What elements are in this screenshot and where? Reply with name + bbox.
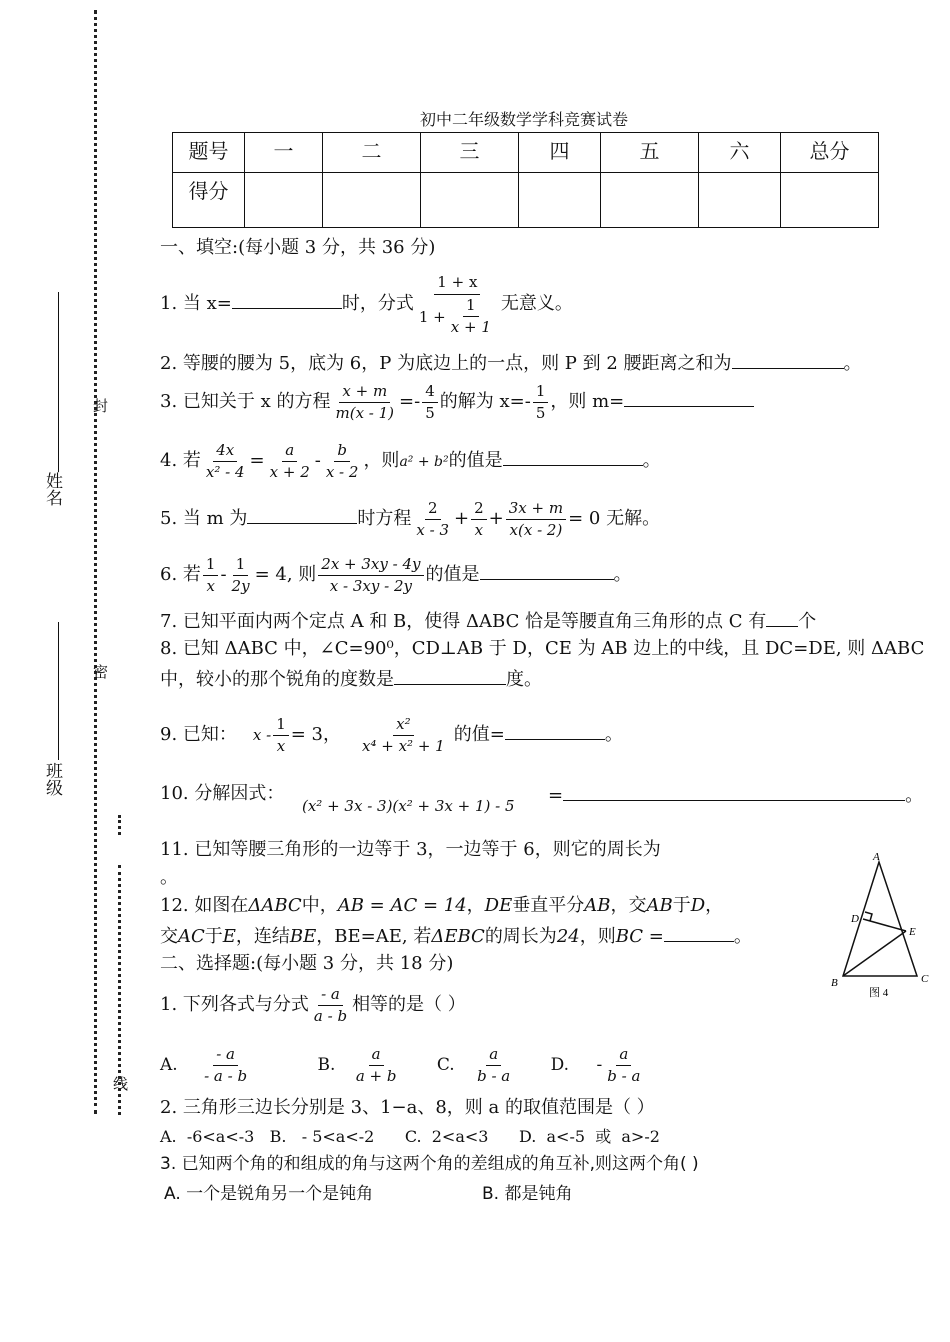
fraction: $\frac{a}{a + b}$ xyxy=(355,1045,397,1085)
fraction-complex: 1 + x 1 + $\frac{1}{x + 1}$ xyxy=(416,271,499,337)
fraction: $\frac{- a}{- a - b}$ xyxy=(204,1045,248,1085)
fraction-inner: $\frac{1}{x + 1}$ xyxy=(450,296,491,336)
option-a[interactable]: A. $\frac{- a}{- a - b}$ xyxy=(160,1055,252,1075)
fraction: $\frac{1}{x}$ xyxy=(273,715,289,756)
question-11-line-2: 。 xyxy=(160,867,178,888)
score-table-header: 四 xyxy=(519,133,601,173)
fraction: $\frac{a}{b - a}$ xyxy=(477,1045,511,1085)
score-table-header: 二 xyxy=(323,133,421,173)
answer-blank[interactable] xyxy=(480,561,614,580)
option-d[interactable]: D. - $\frac{a}{b - a}$ xyxy=(551,1055,646,1075)
binding-dotted-line xyxy=(94,10,97,1114)
name-label: 姓名 xyxy=(42,472,62,506)
fraction: $\frac{1}{2y}$ xyxy=(231,554,250,595)
choice-question-2-options[interactable]: A. -6<a<-3 B. - 5<a<-2 C. 2<a<3 D. a<-5 或 a>-2 xyxy=(160,1127,660,1146)
fraction: $\frac{a}{b - a}$ xyxy=(607,1045,641,1085)
question-11-line-1: 11. 已知等腰三角形的一边等于 3，一边等于 6，则它的周长为 xyxy=(160,839,661,860)
choice-question-1-options xyxy=(160,1040,645,1090)
answer-blank[interactable] xyxy=(563,782,905,801)
fraction: $\frac{2}{x - 3}$ xyxy=(416,498,450,539)
fraction: $\frac{2}{x}$ xyxy=(471,499,487,540)
answer-blank[interactable] xyxy=(247,505,357,524)
seal-char-3: 线 xyxy=(111,1076,129,1091)
fraction: $\frac{\text{x²}}{\text{x⁴ + x² + 1}}$ xyxy=(362,714,445,755)
vertex-c-label: C xyxy=(921,973,929,985)
score-table-header-row xyxy=(173,133,879,173)
choice-question-3-option-a[interactable]: A. 一个是锐角另一个是钝角 xyxy=(164,1184,374,1204)
section1-heading: 一、填空:(每小题 3 分，共 36 分) xyxy=(160,237,436,258)
fraction: $\frac{- a}{a - b}$ xyxy=(313,984,348,1025)
question-12-line-2: 交AC于E，连结BE，BE=AE, 若ΔEBC的周长为24，则BC = 。 xyxy=(160,923,752,949)
fraction: $\frac{2x + 3xy - 4y}{x - 3xy - 2y}$ xyxy=(318,555,423,596)
choice-question-3: 3. 已知两个角的和组成的角与这两个角的差组成的角互补,则这两个角( ) xyxy=(160,1154,699,1174)
question-8-line-1: 8. 已知 ΔABC 中，∠C=90⁰，CD⊥AB 于 D，CE 为 AB 边上的中线，且 DC=DE, 则 ΔABC xyxy=(160,638,925,659)
fraction: $\frac{3x + m}{x(x - 2)}$ xyxy=(506,499,566,540)
score-cell[interactable] xyxy=(781,173,879,228)
score-cell[interactable] xyxy=(421,173,519,228)
question-1: 1. 当 x= 时，分式 1 + x 1 + $\frac{1}{x + 1}$ 无意义。 xyxy=(160,273,573,336)
question-5: 5. 当 m 为 时方程 $\frac{2}{x - 3}$ + $\frac{2}{x}$ + $\frac{3x + m}{x(x - 2)}$ = 0 无解。 xyxy=(160,498,661,539)
option-c[interactable]: C. $\frac{a}{b - a}$ xyxy=(437,1055,515,1075)
question-10: 10. 分解因式： xyxy=(160,783,285,804)
class-label: 班级 xyxy=(42,762,62,796)
answer-blank[interactable] xyxy=(394,666,506,685)
question-6: 6. 若 $\frac{1}{x}$ - $\frac{1}{2y}$ = 4, 则 $\frac{2x + 3xy - 4y}{x - 3xy - 2y}$ 的值是 。 xyxy=(160,554,632,595)
binding-dotted-line-short xyxy=(118,815,121,835)
name-underline xyxy=(58,292,59,472)
question-10-answer: = 。 xyxy=(548,782,923,808)
question-12-line-1: 12. 如图在ΔABC中，AB = AC = 14，DE垂直平分AB，交AB于D， xyxy=(160,895,724,916)
question-8-line-2: 中，较小的那个锐角的度数是 度。 xyxy=(160,666,542,692)
section2-heading: 二、选择题:(每小题 3 分，共 18 分) xyxy=(160,953,454,974)
score-table-header: 题号 xyxy=(173,133,245,173)
page-title: 初中二年级数学学科竞赛试卷 xyxy=(420,110,629,129)
score-table-header: 一 xyxy=(245,133,323,173)
seal-char-2: 密 xyxy=(91,664,109,679)
fraction: $\frac{4x}{\text{x² - 4}}$ xyxy=(205,440,245,481)
vertex-b-label: B xyxy=(831,977,838,989)
score-table-header: 五 xyxy=(601,133,699,173)
vertex-a-label: A xyxy=(873,851,880,863)
class-underline xyxy=(58,622,59,760)
vertex-e-label: E xyxy=(909,926,916,938)
question-2: 2. 等腰的腰为 5，底为 6，P 为底边上的一点，则 P 到 2 腰距离之和为 。 xyxy=(160,350,862,376)
answer-blank[interactable] xyxy=(624,388,754,407)
triangle-figure xyxy=(825,848,937,998)
question-9: 9. 已知： x - $\frac{1}{x}$ = 3， $\frac{\text{x²}}{\text{x⁴ + x² + 1}}$ 的值= 。 xyxy=(160,714,623,755)
answer-blank[interactable] xyxy=(505,721,605,740)
score-cell[interactable] xyxy=(601,173,699,228)
score-cell[interactable] xyxy=(323,173,421,228)
seal-char-1: 封 xyxy=(91,398,109,413)
answer-blank[interactable] xyxy=(766,608,798,627)
score-table-header: 三 xyxy=(421,133,519,173)
fraction: $\frac{1}{x}$ xyxy=(203,555,219,596)
fraction: $\frac{b}{x - 2}$ xyxy=(325,440,359,481)
score-table xyxy=(172,132,879,228)
score-table-row-label: 得分 xyxy=(173,173,245,228)
choice-question-2: 2. 三角形三边长分别是 3、1−a、8，则 a 的取值范围是（ ） xyxy=(160,1097,655,1118)
score-cell[interactable] xyxy=(699,173,781,228)
answer-blank[interactable] xyxy=(664,923,734,942)
option-b[interactable]: B. $\frac{a}{a + b}$ xyxy=(318,1055,402,1075)
score-table-score-row xyxy=(173,173,879,228)
choice-question-1: 1. 下列各式与分式 $\frac{- a}{a - b}$ 相等的是（ ） xyxy=(160,984,466,1025)
question-3: 3. 已知关于 x 的方程 $\frac{x + m}{m(x - 1)}$ =- $\frac{4}{5}$ 的解为 x=- $\frac{1}{5}$ ，则 m= xyxy=(160,378,754,426)
score-cell[interactable] xyxy=(519,173,601,228)
segment-be xyxy=(843,931,906,976)
figure-caption: 图 4 xyxy=(869,987,889,998)
fraction: $\frac{1}{5}$ xyxy=(533,382,549,423)
vertex-d-label: D xyxy=(851,913,859,925)
score-table-header: 六 xyxy=(699,133,781,173)
score-cell[interactable] xyxy=(245,173,323,228)
choice-question-3-option-b[interactable]: B. 都是钝角 xyxy=(482,1184,573,1204)
answer-blank[interactable] xyxy=(732,350,844,369)
score-table-header: 总分 xyxy=(781,133,879,173)
question-4: 4. 若 $\frac{4x}{\text{x² - 4}}$ = $\frac{a}{x + 2}$ - $\frac{b}{x - 2}$ ，则a² + b²的值是 。 xyxy=(160,440,661,481)
answer-blank[interactable] xyxy=(503,447,643,466)
answer-blank[interactable] xyxy=(232,290,342,309)
question-7: 7. 已知平面内两个定点 A 和 B，使得 ΔABC 恰是等腰直角三角形的点 C 有 个 xyxy=(160,608,816,634)
fraction: $\frac{x + m}{m(x - 1)}$ xyxy=(335,381,395,422)
fraction: $\frac{a}{x + 2}$ xyxy=(269,440,310,481)
question-10-expression: (x² + 3x - 3)(x² + 3x + 1) - 5 xyxy=(302,797,515,815)
fraction: $\frac{4}{5}$ xyxy=(422,382,438,423)
